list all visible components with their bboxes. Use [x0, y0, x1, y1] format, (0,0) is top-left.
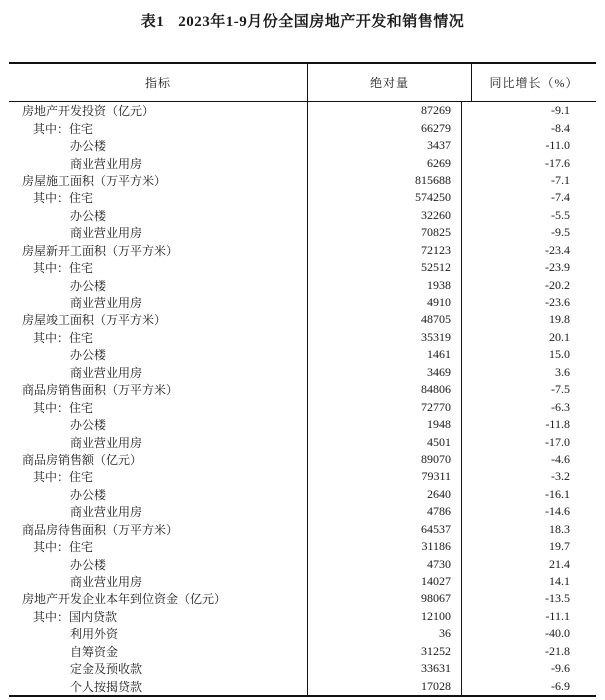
- growth-value: -40.0: [545, 626, 570, 641]
- indicator-cell: [9, 468, 308, 485]
- table-row: [9, 573, 596, 590]
- table-row: [9, 608, 596, 625]
- indicator-label: 办公楼: [70, 418, 107, 433]
- absolute-value: 31186: [308, 538, 462, 555]
- absolute-value: 4910: [308, 294, 462, 311]
- absolute-value: 32260: [308, 207, 462, 224]
- growth-value: -11.1: [545, 608, 570, 623]
- indicator-label: 自筹资金: [70, 644, 119, 659]
- indicator-cell: [9, 433, 308, 450]
- indicator-cell: [9, 311, 308, 328]
- indicator-label: 其中：住宅: [33, 400, 94, 415]
- growth-value: -17.0: [545, 434, 570, 449]
- absolute-value: 36: [308, 625, 462, 642]
- table-row: [9, 521, 596, 538]
- indicator-cell: [9, 119, 308, 136]
- indicator-label: 商品房销售额（亿元）: [22, 452, 143, 467]
- absolute-value: 4786: [308, 503, 462, 520]
- absolute-value: 48705: [308, 311, 462, 328]
- growth-value: 18.3: [549, 521, 570, 536]
- absolute-value: 12100: [308, 608, 462, 625]
- absolute-value: 70825: [308, 224, 462, 241]
- absolute-value: 1938: [308, 276, 462, 293]
- indicator-label: 商品房销售面积（万平方米）: [22, 383, 179, 398]
- absolute-value: 98067: [308, 590, 462, 607]
- indicator-cell: [9, 521, 308, 538]
- indicator-cell: [9, 172, 308, 189]
- table-body: [9, 102, 596, 695]
- absolute-value: 79311: [308, 468, 462, 485]
- growth-value: -9.5: [551, 225, 570, 240]
- indicator-cell: [9, 608, 308, 625]
- table-row: [9, 364, 596, 381]
- table-title: [0, 10, 605, 31]
- table-row: [9, 154, 596, 171]
- growth-value: 20.1: [549, 329, 570, 344]
- indicator-cell: [9, 573, 308, 590]
- indicator-cell: [9, 137, 308, 154]
- growth-value: -11.0: [545, 138, 570, 153]
- absolute-value: 1948: [308, 416, 462, 433]
- indicator-label: 商业营业用房: [70, 156, 143, 171]
- indicator-cell: [9, 590, 308, 607]
- table-row: [9, 207, 596, 224]
- growth-value: -6.9: [551, 678, 570, 693]
- absolute-value: 815688: [308, 172, 462, 189]
- indicator-cell: [9, 346, 308, 363]
- growth-value: -11.8: [545, 417, 570, 432]
- absolute-value: 3437: [308, 137, 462, 154]
- absolute-value: 2640: [308, 486, 462, 503]
- table-row: [9, 433, 596, 450]
- col-header-growth: 同比增长（%）: [489, 76, 579, 90]
- absolute-value: 4730: [308, 555, 462, 572]
- absolute-value: 52512: [308, 259, 462, 276]
- indicator-cell: [9, 503, 308, 520]
- indicator-cell: [9, 224, 308, 241]
- indicator-label: 其中：住宅: [33, 470, 94, 485]
- indicator-label: 办公楼: [70, 557, 107, 572]
- indicator-label: 商业营业用房: [70, 505, 143, 520]
- indicator-label: 商业营业用房: [70, 575, 143, 590]
- table-row: [9, 294, 596, 311]
- growth-value: -23.6: [545, 295, 570, 310]
- table-row: [9, 677, 596, 694]
- indicator-label: 办公楼: [70, 278, 107, 293]
- indicator-label: 商业营业用房: [70, 435, 143, 450]
- indicator-label: 商业营业用房: [70, 296, 143, 311]
- indicator-cell: [9, 416, 308, 433]
- absolute-value: 4501: [308, 433, 462, 450]
- absolute-value: 3469: [308, 364, 462, 381]
- indicator-cell: [9, 381, 308, 398]
- table-row: [9, 555, 596, 572]
- indicator-label: 办公楼: [70, 348, 107, 363]
- indicator-cell: [9, 294, 308, 311]
- table-row: [9, 451, 596, 468]
- growth-value: -17.6: [545, 155, 570, 170]
- col-header-absolute: 绝对量: [308, 64, 472, 101]
- indicator-label: 其中：住宅: [33, 330, 94, 345]
- growth-value: -4.6: [551, 451, 570, 466]
- table-header-row: [9, 64, 596, 102]
- absolute-value: 87269: [308, 102, 462, 119]
- growth-value: 14.1: [549, 574, 570, 589]
- growth-value: -13.5: [545, 591, 570, 606]
- indicator-cell: [9, 276, 308, 293]
- growth-value: -9.1: [551, 103, 570, 118]
- indicator-label: 房地产开发投资（亿元）: [22, 104, 155, 119]
- indicator-cell: [9, 242, 308, 259]
- indicator-label: 其中：住宅: [33, 261, 94, 276]
- table-row: [9, 468, 596, 485]
- table-row: [9, 625, 596, 642]
- table-row: [9, 259, 596, 276]
- indicator-label: 商业营业用房: [70, 226, 143, 241]
- table-row: [9, 416, 596, 433]
- growth-value: -14.6: [545, 504, 570, 519]
- indicator-cell: [9, 102, 308, 119]
- growth-value: -7.4: [551, 190, 570, 205]
- indicator-label: 房屋新开工面积（万平方米）: [22, 243, 179, 258]
- table-row: [9, 503, 596, 520]
- growth-value: -8.4: [551, 120, 570, 135]
- table-row: [9, 643, 596, 660]
- table-row: [9, 242, 596, 259]
- indicator-cell: [9, 329, 308, 346]
- table-row: [9, 398, 596, 415]
- growth-value: -23.9: [545, 260, 570, 275]
- table-row: [9, 590, 596, 607]
- indicator-label: 办公楼: [70, 208, 107, 223]
- indicator-cell: [9, 660, 308, 677]
- growth-value: -20.2: [545, 277, 570, 292]
- indicator-cell: [9, 555, 308, 572]
- indicator-label: 其中：住宅: [33, 191, 94, 206]
- indicator-label: 房屋竣工面积（万平方米）: [22, 313, 167, 328]
- indicator-label: 房地产开发企业本年到位资金（亿元）: [22, 592, 227, 607]
- growth-value: 19.7: [549, 539, 570, 554]
- indicator-label: 其中：住宅: [33, 121, 94, 136]
- growth-value: -3.2: [551, 469, 570, 484]
- absolute-value: 72123: [308, 242, 462, 259]
- indicator-cell: [9, 189, 308, 206]
- table-row: [9, 660, 596, 677]
- indicator-label: 其中：住宅: [33, 540, 94, 555]
- table-row: [9, 224, 596, 241]
- table-row: [9, 486, 596, 503]
- absolute-value: 574250: [308, 189, 462, 206]
- indicator-cell: [9, 364, 308, 381]
- absolute-value: 6269: [308, 154, 462, 171]
- indicator-cell: [9, 677, 308, 694]
- absolute-value: 1461: [308, 346, 462, 363]
- indicator-label: 定金及预收款: [70, 662, 143, 677]
- table-row: [9, 119, 596, 136]
- table-row: [9, 172, 596, 189]
- growth-value: 15.0: [549, 347, 570, 362]
- growth-value: 21.4: [549, 556, 570, 571]
- growth-value: -5.5: [551, 207, 570, 222]
- table-row: [9, 137, 596, 154]
- absolute-value: 14027: [308, 573, 462, 590]
- indicator-cell: [9, 451, 308, 468]
- absolute-value: 17028: [308, 677, 462, 694]
- absolute-value: 31252: [308, 643, 462, 660]
- indicator-cell: [9, 625, 308, 642]
- indicator-label: 个人按揭贷款: [70, 679, 143, 694]
- absolute-value: 33631: [308, 660, 462, 677]
- table-row: [9, 311, 596, 328]
- table-row: [9, 346, 596, 363]
- indicator-label: 办公楼: [70, 487, 107, 502]
- indicator-label: 利用外资: [70, 627, 119, 642]
- absolute-value: 72770: [308, 398, 462, 415]
- absolute-value: 84806: [308, 381, 462, 398]
- growth-value: -6.3: [551, 399, 570, 414]
- indicator-label: 其中：国内贷款: [33, 609, 118, 624]
- growth-value: 3.6: [555, 364, 570, 379]
- indicator-label: 房屋施工面积（万平方米）: [22, 173, 167, 188]
- indicator-cell: [9, 486, 308, 503]
- table-number-label: 表1: [140, 14, 165, 30]
- indicator-cell: [9, 154, 308, 171]
- indicator-cell: [9, 207, 308, 224]
- table-row: [9, 329, 596, 346]
- absolute-value: 89070: [308, 451, 462, 468]
- indicator-label: 商品房待售面积（万平方米）: [22, 522, 179, 537]
- indicator-label: 办公楼: [70, 139, 107, 154]
- growth-value: -21.8: [545, 643, 570, 658]
- table-row: [9, 538, 596, 555]
- table-name: 2023年1-9月份全国房地产开发和销售情况: [178, 14, 465, 30]
- indicator-cell: [9, 643, 308, 660]
- table-row: [9, 189, 596, 206]
- stats-table: [9, 62, 596, 697]
- absolute-value: 35319: [308, 329, 462, 346]
- growth-value: -23.4: [545, 242, 570, 257]
- table-row: [9, 276, 596, 293]
- indicator-cell: [9, 259, 308, 276]
- table-row: [9, 102, 596, 119]
- col-header-indicator: 指标: [9, 64, 308, 101]
- growth-value: 19.8: [549, 312, 570, 327]
- indicator-cell: [9, 398, 308, 415]
- indicator-label: 商业营业用房: [70, 365, 143, 380]
- growth-value: -7.5: [551, 382, 570, 397]
- growth-value: -9.6: [551, 661, 570, 676]
- table-row: [9, 381, 596, 398]
- indicator-cell: [9, 538, 308, 555]
- growth-value: -7.1: [551, 172, 570, 187]
- growth-value: -16.1: [545, 486, 570, 501]
- absolute-value: 64537: [308, 521, 462, 538]
- absolute-value: 66279: [308, 119, 462, 136]
